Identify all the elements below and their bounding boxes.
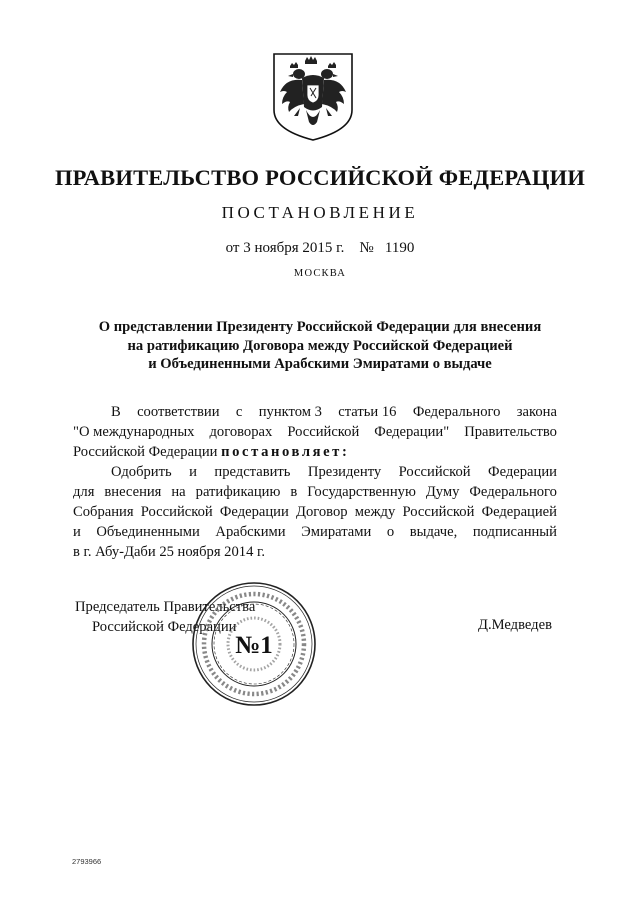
government-title: ПРАВИТЕЛЬСТВО РОССИЙСКОЙ ФЕДЕРАЦИИ [54,165,586,190]
body-line [73,482,557,502]
word: Российской [398,464,471,480]
subject-line: на ратификацию Договора между Российской Федерацией [127,337,513,354]
russian-coat-of-arms-icon [272,52,354,142]
word: Арабскими [215,524,286,540]
word: Думу [425,484,460,500]
word: закона [516,404,557,420]
body-line [73,502,557,522]
document-date: от 3 ноября 2015 г. [225,240,345,256]
word: и [189,464,197,480]
word: Договор [295,504,348,520]
body-line [73,422,557,442]
word: Российской [287,424,360,440]
word: для [73,484,95,500]
document-city: МОСКВА [293,268,347,279]
word: Российской [140,504,213,520]
word: Федерации [488,464,557,480]
word: выдаче, [409,524,458,540]
body-line [73,402,557,422]
body-line: в г. Абу-Даби 25 ноября 2014 г. [73,544,266,560]
word: внесения [104,484,162,500]
word: Российской [402,504,475,520]
word: Правительство [464,424,557,440]
word: В [111,404,121,420]
word: представить [214,464,291,480]
word: Федерацией [481,504,557,520]
word: в [290,484,298,500]
word: "О международных [73,424,195,440]
document-subject [60,318,580,374]
word: ратификацию [195,484,281,500]
word: и [73,524,81,540]
signatory-title-line: Российской Федерации [92,619,237,635]
resolves-keyword: постановляет: [221,444,350,460]
word: подписанный [472,524,557,540]
word: Объединенными [96,524,200,540]
signatory-name: Д.Медведев [478,617,552,633]
word: о [386,524,395,540]
body-line [73,442,557,462]
stamp-number: №1 [235,632,273,659]
word: Государственную [307,484,416,500]
word: соответствии [137,404,220,420]
word: на [171,484,186,500]
subject-line: О представлении Президенту Российской Федерации для внесения [98,319,542,335]
body-line [73,522,557,542]
document-type: ПОСТАНОВЛЕНИЕ [221,203,419,222]
signatory-title-line: Председатель Правительства [75,599,256,615]
word: договорах [209,424,273,440]
word: Одобрить [111,464,172,480]
word: Президенту [307,464,382,480]
word: между [354,504,396,520]
number-label: № [359,240,374,256]
word: статьи 16 [338,404,397,420]
word: Федерального [469,484,557,500]
word: Собрания [73,504,134,520]
word: с [235,404,243,420]
registration-number: 2793966 [72,857,102,866]
document-date-number [0,240,640,257]
subject-line: и Объединенными Арабскими Эмиратами о выдаче [148,356,492,372]
body-text: Российской Федерации [73,444,218,460]
round-seal-icon [190,580,318,708]
body-line [73,462,557,482]
document-body [73,402,557,562]
word: Эмиратами [301,524,372,540]
document-number: 1190 [384,240,415,256]
word: Федерального [412,404,501,420]
word: Федерации [219,504,289,520]
word: пунктом 3 [258,404,322,420]
word: Федерации" [374,424,450,440]
